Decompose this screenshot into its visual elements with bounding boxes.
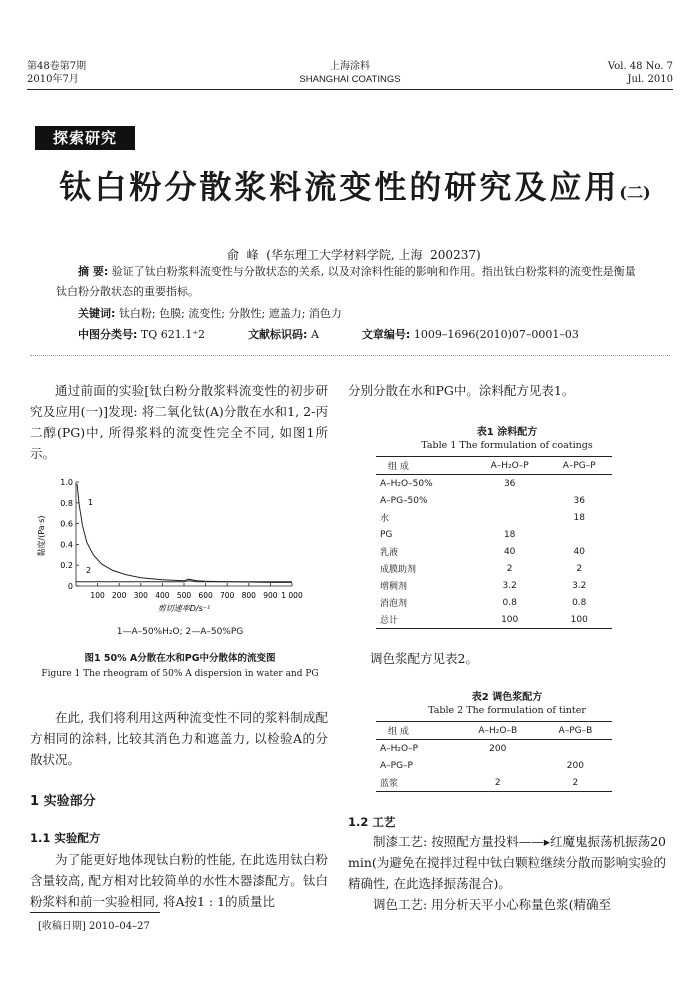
table-row (376, 611, 612, 629)
x-axis-label: 剪切速率D/s⁻¹ (157, 604, 211, 613)
table-cell: 总计 (376, 611, 473, 629)
right-paragraph-1: 分别分散在水和PG中。涂料配方见表1。 (348, 383, 575, 398)
table1-title-cn: 表1 涂料配方 (476, 427, 538, 438)
table2-header (376, 722, 612, 740)
table-row (376, 543, 612, 560)
table-cell: 40 (573, 546, 585, 557)
table-cell (546, 526, 612, 543)
paragraph-2: 在此, 我们将利用这两种流变性不同的浆料制成配方相同的涂料, 比较其消色力和遮盖力, 以检验A的分散状况。 (30, 710, 328, 767)
abstract-label: 摘 要: (78, 265, 109, 278)
table-cell: 消泡剂 (380, 599, 408, 609)
author-line: 俞 峰 (华东理工大学材料学院, 上海 200237) (226, 248, 481, 262)
table1 (376, 456, 612, 629)
table-cell: 36 (573, 495, 585, 506)
series-1-curve (77, 484, 292, 582)
section-1-2-heading: 1.2 工艺 (348, 815, 396, 829)
table-row (376, 740, 612, 758)
x-tick-label: 900 (263, 591, 278, 600)
table-cell: 0.8 (502, 597, 517, 608)
x-tick-label: 800 (241, 591, 256, 600)
article-number-label: 文章编号: (361, 328, 411, 341)
table-row (376, 774, 612, 792)
clc-value: TQ 621.1⁺2 (140, 328, 206, 341)
table-cell: 3.2 (572, 580, 587, 591)
table-row (376, 560, 612, 577)
y-tick-label: 0.8 (60, 498, 73, 508)
table1-title-en: Table 1 The formulation of coatings (421, 440, 593, 451)
abstract-text: 验证了钛白粉浆料流变性与分散状态的关系, 以及对涂料性能的影响和作用。指出钛白粉浆料的流变性是衡量钛白粉分散状态的重要指标。 (56, 265, 636, 298)
table-cell: 100 (546, 611, 612, 629)
table-row (376, 757, 612, 774)
y-tick-label: 0 (67, 582, 73, 591)
footnote-rule (30, 912, 160, 913)
table-cell (473, 492, 547, 509)
table-row (376, 594, 612, 611)
doc-code-label: 文献标识码: (248, 328, 308, 341)
title-part: (二) (619, 183, 651, 202)
table-cell (473, 509, 547, 526)
right-paragraph-3: 制漆工艺: 按照配方量投料——▸红魔鬼振荡机振荡20 min(为避免在搅拌过程中钛白颗粒继续分散而影响实验的精确性, 在此选择振荡混合)。 (348, 834, 666, 891)
table1-header (376, 457, 612, 475)
chart-legend: 1—A–50%H₂O; 2—A–50%PG (116, 627, 244, 637)
table1-col-header: A–H₂O–P (473, 457, 547, 475)
x-tick-label: 300 (133, 591, 148, 600)
table-cell: 水 (380, 514, 390, 524)
title-main: 钛白粉分散浆料流变性的研究及应用 (59, 168, 620, 206)
table-cell: 2 (576, 563, 583, 574)
right-paragraph-4: 调色工艺: 用分析天平小心称量色浆(精确至 (373, 897, 612, 912)
journal-name-en: SHANGHAI COATINGS (299, 74, 401, 85)
x-tick-label: 600 (198, 591, 213, 600)
volume-en: Vol. 48 No. 7 (607, 61, 673, 72)
article-title (30, 165, 680, 215)
table-cell: 200 (566, 760, 584, 771)
table-cell: 40 (503, 546, 516, 557)
header-right (608, 60, 673, 86)
clc-label: 中图分类号: (78, 328, 138, 341)
table-cell (546, 475, 612, 493)
x-tick-label: 100 (90, 591, 105, 600)
table-cell: 2 (539, 774, 612, 792)
table-row (376, 492, 612, 509)
table-cell: 2 (506, 563, 513, 574)
table-row (376, 526, 612, 543)
table2-title-en: Table 2 The formulation of tinter (428, 705, 586, 716)
keywords-label: 关键词: (78, 307, 116, 320)
table2-col-header: A–H₂O–B (457, 722, 539, 740)
y-axis-label: 黏度/(Pa·s) (37, 515, 46, 557)
y-tick-label: 0.2 (60, 561, 73, 571)
classification-line (78, 326, 579, 344)
table-cell: 成膜助剂 (380, 565, 417, 575)
table-cell: 蓝浆 (376, 774, 457, 792)
section-1-heading: 1 实验部分 (30, 794, 96, 809)
keywords-text: 钛白粉; 色膜; 流变性; 分散性; 遮盖力; 消色力 (118, 307, 342, 320)
y-tick-label: 0.4 (60, 540, 73, 550)
doc-code-value: A (310, 328, 319, 341)
journal-name-cn: 上海涂料 (330, 61, 370, 72)
table-cell: 18 (503, 529, 516, 540)
table-cell: 3.2 (502, 580, 517, 591)
table-row (376, 509, 612, 526)
abstract (56, 262, 646, 302)
table-cell: 0.8 (572, 597, 587, 608)
table-row (376, 577, 612, 594)
intro-paragraph: 通过前面的实验[钛白粉分散浆料流变性的初步研究及应用(一)]发现: 将二氧化钛(A)分散在水和1, 2-丙二醇(PG)中, 所得浆料的流变性完全不同, 如图1所示。 (30, 383, 328, 461)
table-cell: 18 (573, 512, 585, 523)
rheogram-chart (30, 474, 330, 624)
article-number-value: 1009–1696(2010)07–0001–03 (413, 328, 579, 341)
y-tick-label: 0.6 (60, 519, 73, 529)
table-cell: 200 (489, 743, 507, 754)
keywords (78, 305, 342, 323)
paragraph-3: 为了能更好地体现钛白粉的性能, 在此选用钛白粉含量较高, 配方相对比较简单的水性木器漆配方。钛白粉浆料和前一实验相同, 将A按1 : 1的质量比 (30, 852, 328, 909)
table-row (376, 475, 612, 493)
table-cell (457, 757, 539, 774)
figure-caption-cn: 图1 50% A分散在水和PG中分散体的流变图 (84, 653, 276, 664)
table-cell (539, 740, 612, 758)
header-rule (27, 89, 673, 90)
table-cell: 36 (503, 478, 516, 489)
table-cell: 增稠剂 (380, 582, 408, 592)
table-cell: PG (380, 529, 393, 540)
table-cell: 100 (473, 611, 547, 629)
received-date: [收稿日期] 2010–04–27 (38, 921, 150, 932)
x-tick-label: 500 (176, 591, 192, 600)
table-cell: A–H₂O–50% (380, 478, 433, 489)
volume-issue: 第48卷第7期 (27, 61, 87, 72)
table-cell: 乳液 (380, 548, 399, 558)
y-tick-label: 1.0 (60, 478, 73, 487)
x-tick-label: 400 (155, 591, 170, 600)
curve-label-1: 1 (88, 498, 94, 507)
abstract-divider (30, 355, 670, 356)
section-1-1-heading: 1.1 实验配方 (30, 831, 101, 845)
date-en: Jul. 2010 (627, 74, 673, 85)
table-cell: A–PG–P (380, 760, 413, 771)
section-tag: 探索研究 (35, 126, 135, 150)
x-tick-label: 700 (220, 591, 235, 600)
table1-col-header: 组 成 (376, 457, 473, 475)
table-cell: 2 (457, 774, 539, 792)
header-center (250, 60, 450, 86)
issue-date: 2010年7月 (27, 74, 79, 85)
figure-caption-en: Figure 1 The rheogram of 50% A dispersion in water and PG (41, 669, 319, 679)
table2 (376, 721, 612, 792)
curve-label-2: 2 (86, 566, 92, 575)
x-tick-label: 200 (112, 591, 127, 600)
table1-col-header: A–PG–P (546, 457, 612, 475)
table-cell: A–PG–50% (380, 495, 428, 506)
header-left (27, 60, 86, 86)
table2-col-header: A–PG–B (539, 722, 612, 740)
table2-col-header: 组 成 (376, 722, 457, 740)
right-paragraph-2: 调色浆配方见表2。 (370, 651, 478, 666)
table2-title-cn: 表2 调色浆配方 (471, 692, 543, 703)
x-tick-label: 1 000 (281, 591, 303, 600)
table-cell: A–H₂O–P (380, 743, 419, 754)
